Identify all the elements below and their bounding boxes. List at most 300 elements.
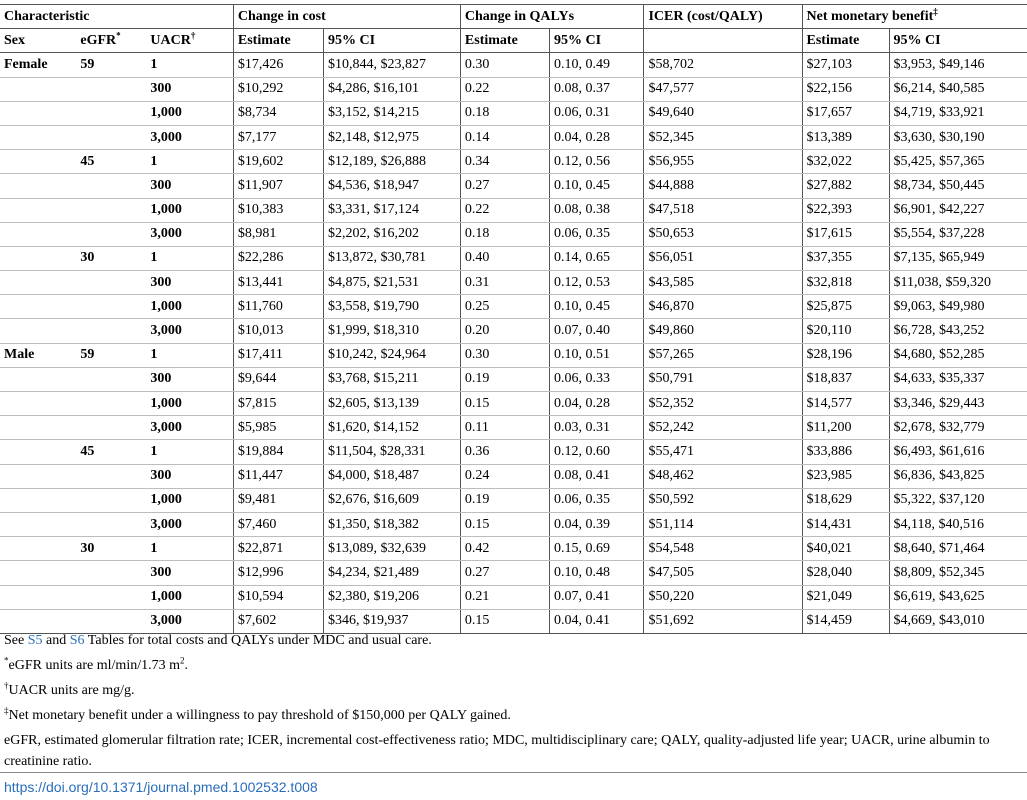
cell-qaly-ci: 0.12, 0.60	[550, 440, 644, 464]
cell-cost-ci: $4,286, $16,101	[324, 77, 461, 101]
cell-icer: $50,791	[644, 367, 802, 391]
cell-sex	[0, 488, 76, 512]
cell-cost-estimate: $7,815	[233, 392, 323, 416]
cell-cost-estimate: $7,177	[233, 125, 323, 149]
note-egfr-exp: 2	[180, 655, 185, 666]
cell-cost-estimate: $8,981	[233, 222, 323, 246]
cell-icer: $47,505	[644, 561, 802, 585]
cell-qaly-ci: 0.04, 0.39	[550, 512, 644, 536]
header-change-cost: Change in cost	[233, 5, 460, 29]
cell-nmb-estimate: $28,040	[802, 561, 889, 585]
header-nmb-ci: 95% CI	[889, 29, 1027, 53]
cell-cost-estimate: $19,884	[233, 440, 323, 464]
cell-icer: $52,242	[644, 416, 802, 440]
cell-cost-ci: $3,331, $17,124	[324, 198, 461, 222]
cell-cost-estimate: $10,383	[233, 198, 323, 222]
cell-nmb-estimate: $22,156	[802, 77, 889, 101]
cell-egfr	[76, 561, 146, 585]
cell-egfr	[76, 101, 146, 125]
cell-sex	[0, 416, 76, 440]
cell-egfr	[76, 367, 146, 391]
cell-egfr	[76, 392, 146, 416]
cell-icer: $56,955	[644, 150, 802, 174]
cell-nmb-ci: $6,619, $43,625	[889, 585, 1027, 609]
table-row	[0, 488, 1027, 512]
cell-qaly-ci: 0.15, 0.69	[550, 537, 644, 561]
cell-nmb-estimate: $20,110	[802, 319, 889, 343]
table-row	[0, 440, 1027, 464]
cell-qaly-estimate: 0.15	[460, 609, 549, 633]
cell-nmb-estimate: $14,431	[802, 512, 889, 536]
cell-uacr: 3,000	[146, 222, 233, 246]
cell-uacr: 1	[146, 246, 233, 270]
cell-qaly-estimate: 0.27	[460, 174, 549, 198]
doi-link[interactable]: https://doi.org/10.1371/journal.pmed.1002532.t008	[4, 779, 318, 795]
cell-nmb-ci: $5,425, $57,365	[889, 150, 1027, 174]
cell-qaly-ci: 0.06, 0.35	[550, 488, 644, 512]
cell-qaly-estimate: 0.21	[460, 585, 549, 609]
cell-uacr: 1	[146, 150, 233, 174]
cell-nmb-estimate: $11,200	[802, 416, 889, 440]
cell-qaly-ci: 0.06, 0.33	[550, 367, 644, 391]
link-s6[interactable]: S6	[69, 633, 85, 648]
link-s5[interactable]: S5	[27, 633, 43, 648]
cell-uacr: 1	[146, 343, 233, 367]
cell-nmb-ci: $5,322, $37,120	[889, 488, 1027, 512]
cell-qaly-ci: 0.07, 0.41	[550, 585, 644, 609]
table-row	[0, 537, 1027, 561]
cell-nmb-ci: $4,118, $40,516	[889, 512, 1027, 536]
table-row	[0, 512, 1027, 536]
cell-cost-estimate: $5,985	[233, 416, 323, 440]
cell-sex: Male	[0, 343, 76, 367]
note-uacr-text: UACR units are mg/g.	[8, 683, 135, 698]
cell-cost-ci: $1,999, $18,310	[324, 319, 461, 343]
cell-icer: $50,220	[644, 585, 802, 609]
cell-nmb-estimate: $13,389	[802, 125, 889, 149]
header-nmb	[802, 5, 1027, 29]
cell-cost-estimate: $10,594	[233, 585, 323, 609]
cell-icer: $50,592	[644, 488, 802, 512]
cell-uacr: 1,000	[146, 101, 233, 125]
header-characteristic: Characteristic	[0, 5, 233, 29]
cell-nmb-ci: $4,633, $35,337	[889, 367, 1027, 391]
note-nmb-mark: ‡	[4, 705, 9, 716]
cell-nmb-estimate: $14,459	[802, 609, 889, 633]
cell-nmb-ci: $8,809, $52,345	[889, 561, 1027, 585]
cell-icer: $50,653	[644, 222, 802, 246]
cell-cost-ci: $2,202, $16,202	[324, 222, 461, 246]
header-nmb-estimate: Estimate	[802, 29, 889, 53]
header-row-columns	[0, 29, 1027, 53]
cell-cost-ci: $4,000, $18,487	[324, 464, 461, 488]
header-cost-estimate: Estimate	[233, 29, 323, 53]
cell-sex	[0, 319, 76, 343]
cell-cost-ci: $3,768, $15,211	[324, 367, 461, 391]
cell-icer: $52,345	[644, 125, 802, 149]
cell-nmb-ci: $3,630, $30,190	[889, 125, 1027, 149]
note-egfr-end: .	[184, 658, 188, 673]
cell-sex	[0, 101, 76, 125]
cell-qaly-estimate: 0.42	[460, 537, 549, 561]
cell-nmb-ci: $9,063, $49,980	[889, 295, 1027, 319]
cell-nmb-ci: $3,346, $29,443	[889, 392, 1027, 416]
cell-cost-estimate: $8,734	[233, 101, 323, 125]
cell-egfr	[76, 319, 146, 343]
cell-nmb-ci: $8,734, $50,445	[889, 174, 1027, 198]
cell-cost-ci: $2,380, $19,206	[324, 585, 461, 609]
cell-egfr	[76, 512, 146, 536]
note-egfr-text: eGFR units are ml/min/1.73 m	[8, 658, 180, 673]
cell-uacr: 1,000	[146, 295, 233, 319]
cell-qaly-ci: 0.12, 0.53	[550, 271, 644, 295]
cell-qaly-estimate: 0.24	[460, 464, 549, 488]
cell-egfr	[76, 295, 146, 319]
cell-icer: $51,114	[644, 512, 802, 536]
cell-egfr	[76, 488, 146, 512]
cell-icer: $51,692	[644, 609, 802, 633]
cell-cost-ci: $4,875, $21,531	[324, 271, 461, 295]
cell-nmb-ci: $11,038, $59,320	[889, 271, 1027, 295]
cell-icer: $54,548	[644, 537, 802, 561]
cell-cost-estimate: $13,441	[233, 271, 323, 295]
cell-cost-ci: $4,536, $18,947	[324, 174, 461, 198]
cell-uacr: 3,000	[146, 125, 233, 149]
cell-cost-estimate: $11,447	[233, 464, 323, 488]
cell-sex	[0, 392, 76, 416]
cell-egfr: 45	[76, 440, 146, 464]
cell-cost-estimate: $9,481	[233, 488, 323, 512]
note-egfr-units	[4, 655, 1020, 676]
cell-icer: $44,888	[644, 174, 802, 198]
cell-uacr: 1,000	[146, 392, 233, 416]
cell-uacr: 1,000	[146, 198, 233, 222]
table-row	[0, 125, 1027, 149]
cell-qaly-estimate: 0.11	[460, 416, 549, 440]
cell-sex	[0, 77, 76, 101]
header-qaly-ci: 95% CI	[550, 29, 644, 53]
cell-qaly-estimate: 0.31	[460, 271, 549, 295]
cell-cost-ci: $1,620, $14,152	[324, 416, 461, 440]
cell-egfr	[76, 77, 146, 101]
cell-icer: $47,518	[644, 198, 802, 222]
cell-qaly-estimate: 0.18	[460, 222, 549, 246]
table-notes	[0, 630, 1020, 776]
cell-sex	[0, 174, 76, 198]
cell-uacr: 300	[146, 174, 233, 198]
cell-qaly-ci: 0.03, 0.31	[550, 416, 644, 440]
cell-qaly-ci: 0.10, 0.45	[550, 174, 644, 198]
cell-qaly-estimate: 0.20	[460, 319, 549, 343]
note-see-prefix: See	[4, 633, 28, 648]
cell-qaly-estimate: 0.36	[460, 440, 549, 464]
table-row	[0, 246, 1027, 270]
cell-egfr: 59	[76, 53, 146, 77]
cell-uacr: 3,000	[146, 512, 233, 536]
cell-cost-estimate: $7,602	[233, 609, 323, 633]
cell-sex	[0, 367, 76, 391]
cell-cost-estimate: $9,644	[233, 367, 323, 391]
cell-cost-estimate: $17,411	[233, 343, 323, 367]
cell-qaly-ci: 0.08, 0.38	[550, 198, 644, 222]
cell-sex	[0, 246, 76, 270]
cell-egfr: 59	[76, 343, 146, 367]
cell-icer: $48,462	[644, 464, 802, 488]
cell-nmb-ci: $4,680, $52,285	[889, 343, 1027, 367]
cell-sex	[0, 464, 76, 488]
cell-nmb-estimate: $22,393	[802, 198, 889, 222]
cell-cost-estimate: $10,013	[233, 319, 323, 343]
cell-cost-ci: $2,605, $13,139	[324, 392, 461, 416]
cell-sex	[0, 150, 76, 174]
cell-qaly-estimate: 0.19	[460, 488, 549, 512]
cell-cost-ci: $346, $19,937	[324, 609, 461, 633]
cell-egfr	[76, 174, 146, 198]
cell-nmb-ci: $8,640, $71,464	[889, 537, 1027, 561]
cell-cost-estimate: $11,907	[233, 174, 323, 198]
cell-egfr	[76, 125, 146, 149]
table-row	[0, 174, 1027, 198]
table-row	[0, 392, 1027, 416]
table-row	[0, 53, 1027, 77]
cell-nmb-estimate: $37,355	[802, 246, 889, 270]
header-egfr-mark: *	[116, 30, 121, 41]
header-nmb-label: Net monetary benefit	[806, 8, 934, 24]
cell-qaly-estimate: 0.34	[460, 150, 549, 174]
cell-cost-ci: $3,558, $19,790	[324, 295, 461, 319]
cell-uacr: 300	[146, 77, 233, 101]
cell-cost-estimate: $11,760	[233, 295, 323, 319]
cell-nmb-estimate: $17,657	[802, 101, 889, 125]
cell-nmb-estimate: $27,103	[802, 53, 889, 77]
table-row	[0, 101, 1027, 125]
cell-icer: $49,860	[644, 319, 802, 343]
table-row	[0, 585, 1027, 609]
cell-qaly-estimate: 0.18	[460, 101, 549, 125]
table-row	[0, 464, 1027, 488]
cell-cost-estimate: $19,602	[233, 150, 323, 174]
cell-icer: $49,640	[644, 101, 802, 125]
cell-icer: $55,471	[644, 440, 802, 464]
header-qaly-estimate: Estimate	[460, 29, 549, 53]
header-egfr	[76, 29, 146, 53]
cell-cost-estimate: $10,292	[233, 77, 323, 101]
cell-qaly-estimate: 0.15	[460, 512, 549, 536]
table-row	[0, 416, 1027, 440]
cell-qaly-ci: 0.12, 0.56	[550, 150, 644, 174]
table-row	[0, 561, 1027, 585]
cell-nmb-estimate: $14,577	[802, 392, 889, 416]
cell-icer: $52,352	[644, 392, 802, 416]
cell-nmb-estimate: $18,837	[802, 367, 889, 391]
cell-qaly-ci: 0.08, 0.41	[550, 464, 644, 488]
cell-uacr: 300	[146, 464, 233, 488]
cell-egfr	[76, 198, 146, 222]
note-nmb	[4, 705, 1020, 726]
cell-nmb-estimate: $32,818	[802, 271, 889, 295]
cell-nmb-estimate: $27,882	[802, 174, 889, 198]
cell-qaly-estimate: 0.27	[460, 561, 549, 585]
cell-egfr	[76, 416, 146, 440]
cell-nmb-estimate: $32,022	[802, 150, 889, 174]
cell-qaly-ci: 0.06, 0.35	[550, 222, 644, 246]
cell-egfr	[76, 464, 146, 488]
header-icer: ICER (cost/QALY)	[644, 5, 802, 29]
cell-uacr: 3,000	[146, 319, 233, 343]
cell-nmb-ci: $3,953, $49,146	[889, 53, 1027, 77]
cell-icer: $47,577	[644, 77, 802, 101]
cell-qaly-estimate: 0.30	[460, 343, 549, 367]
results-table	[0, 4, 1027, 634]
cell-icer: $58,702	[644, 53, 802, 77]
cell-cost-ci: $11,504, $28,331	[324, 440, 461, 464]
cell-nmb-estimate: $21,049	[802, 585, 889, 609]
cell-nmb-estimate: $40,021	[802, 537, 889, 561]
cell-nmb-ci: $6,728, $43,252	[889, 319, 1027, 343]
cell-nmb-ci: $7,135, $65,949	[889, 246, 1027, 270]
note-see-tables	[4, 630, 1020, 651]
header-uacr-mark: †	[190, 30, 196, 41]
cell-egfr: 45	[76, 150, 146, 174]
cell-uacr: 3,000	[146, 609, 233, 633]
cell-nmb-estimate: $23,985	[802, 464, 889, 488]
table-row	[0, 367, 1027, 391]
table-row	[0, 271, 1027, 295]
cell-sex	[0, 295, 76, 319]
cell-qaly-estimate: 0.40	[460, 246, 549, 270]
cell-qaly-ci: 0.10, 0.51	[550, 343, 644, 367]
cell-nmb-ci: $2,678, $32,779	[889, 416, 1027, 440]
cell-nmb-estimate: $18,629	[802, 488, 889, 512]
cell-uacr: 1,000	[146, 488, 233, 512]
cell-cost-ci: $13,872, $30,781	[324, 246, 461, 270]
cell-qaly-ci: 0.08, 0.37	[550, 77, 644, 101]
note-egfr-mark: *	[4, 655, 9, 666]
cell-nmb-estimate: $33,886	[802, 440, 889, 464]
cell-cost-ci: $1,350, $18,382	[324, 512, 461, 536]
doi-bar	[0, 772, 1027, 795]
cell-sex	[0, 512, 76, 536]
cell-icer: $43,585	[644, 271, 802, 295]
cell-cost-estimate: $22,871	[233, 537, 323, 561]
cell-cost-ci: $4,234, $21,489	[324, 561, 461, 585]
cell-egfr	[76, 585, 146, 609]
header-uacr	[146, 29, 233, 53]
cell-nmb-ci: $5,554, $37,228	[889, 222, 1027, 246]
note-uacr-mark: †	[4, 680, 9, 691]
cell-uacr: 1	[146, 53, 233, 77]
cell-nmb-ci: $4,719, $33,921	[889, 101, 1027, 125]
cell-nmb-estimate: $28,196	[802, 343, 889, 367]
cell-egfr	[76, 222, 146, 246]
cell-egfr: 30	[76, 246, 146, 270]
cell-qaly-estimate: 0.22	[460, 198, 549, 222]
cell-qaly-estimate: 0.19	[460, 367, 549, 391]
note-uacr-units	[4, 680, 1020, 701]
cell-nmb-ci: $6,493, $61,616	[889, 440, 1027, 464]
header-uacr-label: UACR	[150, 32, 191, 48]
cell-uacr: 1,000	[146, 585, 233, 609]
cell-qaly-estimate: 0.30	[460, 53, 549, 77]
cell-cost-estimate: $17,426	[233, 53, 323, 77]
cell-uacr: 300	[146, 367, 233, 391]
table-row	[0, 198, 1027, 222]
table-row	[0, 319, 1027, 343]
cell-cost-ci: $3,152, $14,215	[324, 101, 461, 125]
cell-cost-ci: $10,242, $24,964	[324, 343, 461, 367]
cell-qaly-ci: 0.10, 0.45	[550, 295, 644, 319]
cell-sex	[0, 537, 76, 561]
cell-uacr: 1	[146, 440, 233, 464]
cell-sex	[0, 222, 76, 246]
cell-nmb-estimate: $25,875	[802, 295, 889, 319]
cell-nmb-ci: $6,901, $42,227	[889, 198, 1027, 222]
cell-nmb-ci: $6,836, $43,825	[889, 464, 1027, 488]
cell-sex	[0, 440, 76, 464]
header-change-qalys: Change in QALYs	[460, 5, 644, 29]
cell-egfr	[76, 271, 146, 295]
header-icer-blank	[644, 29, 802, 53]
cell-cost-ci: $12,189, $26,888	[324, 150, 461, 174]
cell-cost-ci: $10,844, $23,827	[324, 53, 461, 77]
cell-qaly-ci: 0.14, 0.65	[550, 246, 644, 270]
cell-icer: $57,265	[644, 343, 802, 367]
cell-uacr: 3,000	[146, 416, 233, 440]
cell-sex	[0, 271, 76, 295]
table-row	[0, 343, 1027, 367]
cell-cost-ci: $2,676, $16,609	[324, 488, 461, 512]
cell-qaly-ci: 0.10, 0.48	[550, 561, 644, 585]
cell-uacr: 300	[146, 561, 233, 585]
cell-sex	[0, 198, 76, 222]
cell-icer: $56,051	[644, 246, 802, 270]
table-row	[0, 222, 1027, 246]
cell-cost-estimate: $12,996	[233, 561, 323, 585]
table-row	[0, 150, 1027, 174]
cell-cost-estimate: $22,286	[233, 246, 323, 270]
header-sex: Sex	[0, 29, 76, 53]
cell-uacr: 300	[146, 271, 233, 295]
cell-qaly-ci: 0.10, 0.49	[550, 53, 644, 77]
cell-qaly-estimate: 0.14	[460, 125, 549, 149]
cell-cost-estimate: $7,460	[233, 512, 323, 536]
note-see-suffix: Tables for total costs and QALYs under MDC and usual care.	[84, 633, 432, 648]
cell-cost-ci: $13,089, $32,639	[324, 537, 461, 561]
cell-qaly-ci: 0.06, 0.31	[550, 101, 644, 125]
table-row	[0, 295, 1027, 319]
table-body	[0, 53, 1027, 634]
header-cost-ci: 95% CI	[324, 29, 461, 53]
cell-qaly-estimate: 0.25	[460, 295, 549, 319]
header-nmb-mark: ‡	[933, 5, 938, 16]
cell-qaly-ci: 0.04, 0.28	[550, 392, 644, 416]
cell-icer: $46,870	[644, 295, 802, 319]
cell-qaly-ci: 0.04, 0.28	[550, 125, 644, 149]
note-and: and	[42, 633, 70, 648]
cell-sex	[0, 125, 76, 149]
note-nmb-text: Net monetary benefit under a willingness to pay threshold of $150,000 per QALY gained.	[8, 708, 511, 723]
header-egfr-label: eGFR	[80, 32, 117, 48]
header-row-groups	[0, 5, 1027, 29]
table-row	[0, 77, 1027, 101]
cell-sex	[0, 585, 76, 609]
cell-qaly-ci: 0.04, 0.41	[550, 609, 644, 633]
cell-qaly-estimate: 0.22	[460, 77, 549, 101]
cell-nmb-ci: $6,214, $40,585	[889, 77, 1027, 101]
cell-qaly-estimate: 0.15	[460, 392, 549, 416]
cell-qaly-ci: 0.07, 0.40	[550, 319, 644, 343]
cell-sex	[0, 561, 76, 585]
